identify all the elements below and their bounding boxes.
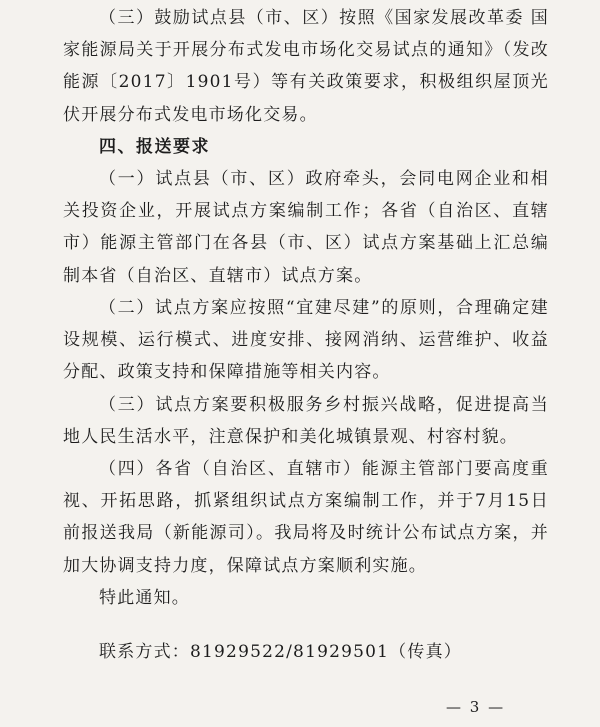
contact-info: 联系方式：81929522/81929501（传真） bbox=[99, 642, 462, 662]
section-heading-submission: 四、报送要求 bbox=[99, 137, 210, 157]
paragraph-rural-revitalization: （三）试点方案要积极服务乡村振兴战略，促进提高当地人民生活水平，注意保护和美化城镇景观、村容村貌。 bbox=[63, 395, 549, 448]
paragraph-provincial-deadline: （四）各省（自治区、直辖市）能源主管部门要高度重视、开拓思路，抓紧组织试点方案编制工作，并于7月15日前报送我局（新能源司）。我局将及时统计公布试点方案，并加大协调支持力度，保障试点方案顺利实施。 bbox=[63, 459, 549, 576]
page-number: — 3 — bbox=[446, 698, 506, 716]
paragraph-plan-content: （二）试点方案应按照“宜建尽建”的原则，合理确定建设规模、运行模式、进度安排、接网消纳、运营维护、收益分配、政策支持和保障措施等相关内容。 bbox=[63, 298, 549, 383]
closing-notice: 特此通知。 bbox=[99, 588, 190, 608]
paragraph-county-lead: （一）试点县（市、区）政府牵头，会同电网企业和相关投资企业，开展试点方案编制工作；各省（自治区、直辖市）能源主管部门在各县（市、区）试点方案基础上汇总编制本省（自治区、直辖市）试点方案。 bbox=[63, 169, 549, 286]
paragraph-encourage-trading: （三）鼓励试点县（市、区）按照《国家发展改革委 国家能源局关于开展分布式发电市场化交易试点的通知》（发改能源〔2017〕1901号）等有关政策要求，积极组织屋顶光伏开展分布式发电市场化交易。 bbox=[63, 8, 549, 125]
